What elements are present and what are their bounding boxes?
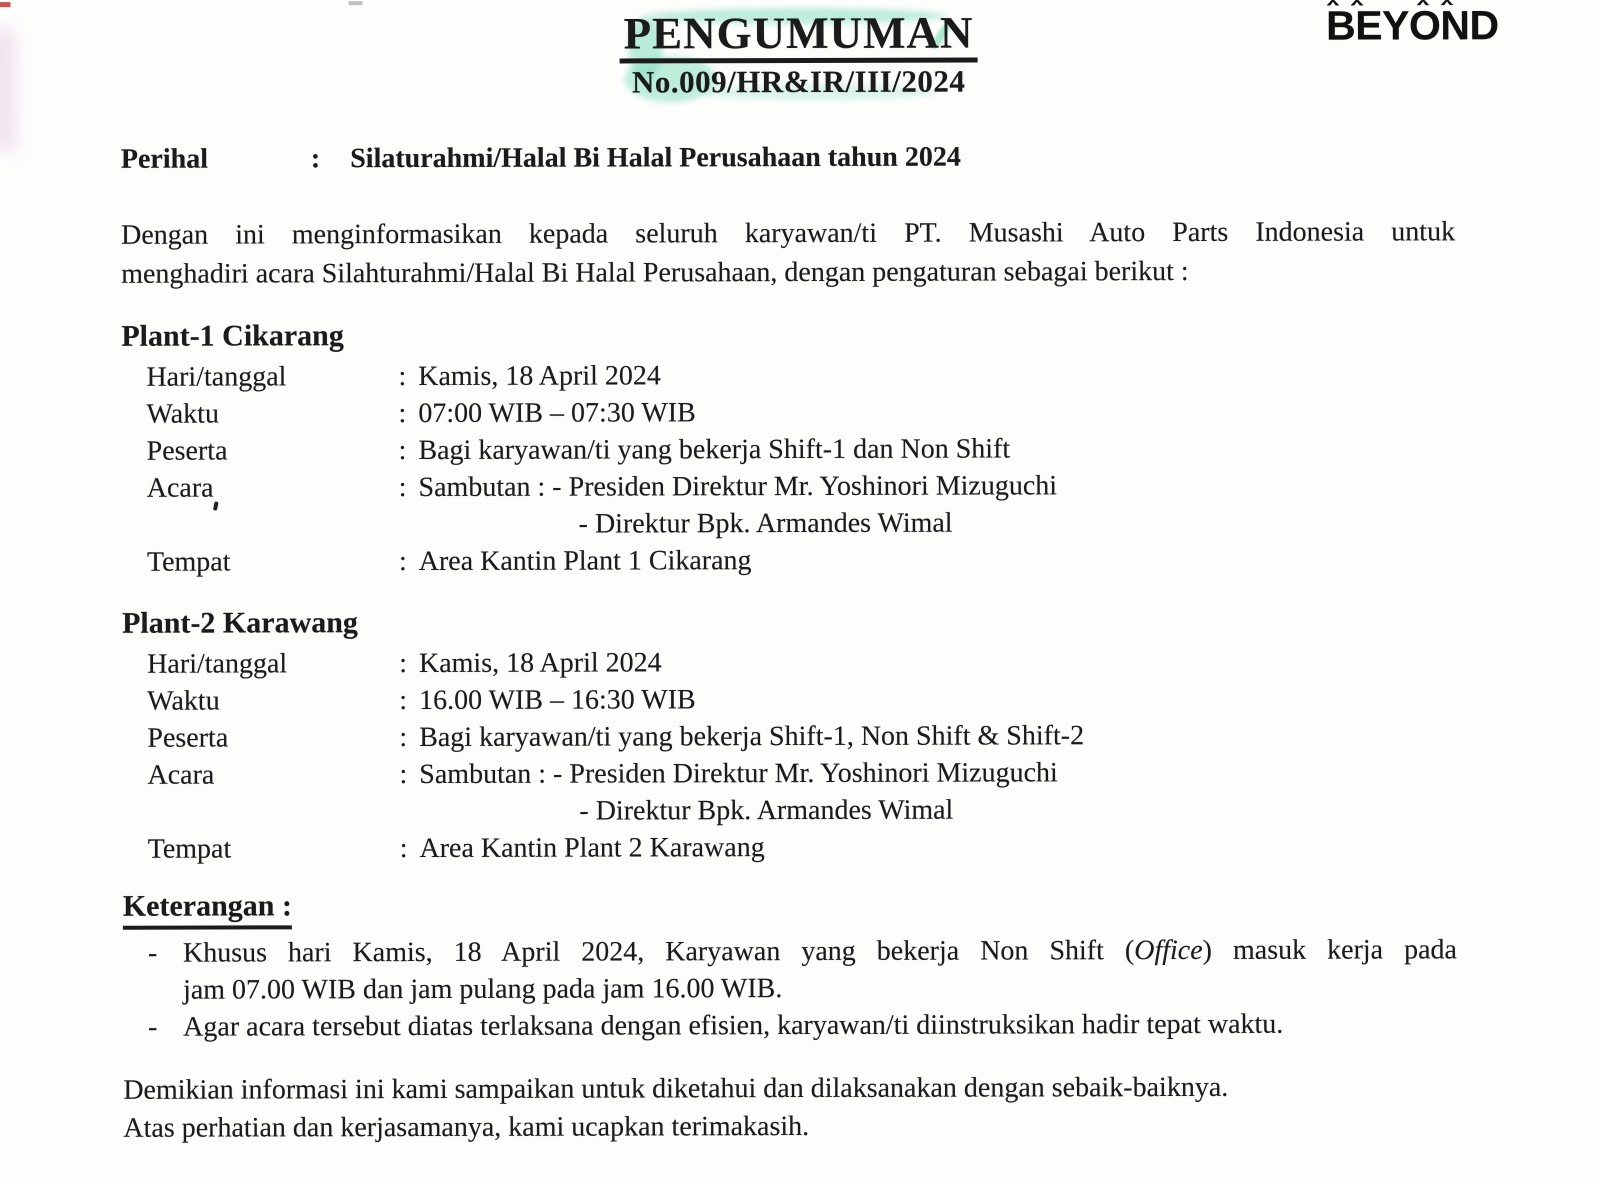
intro-line: Dengan ini menginformasikan kepada seluruh karyawan/ti PT. Musashi Auto Parts Indonesia untuk — [121, 216, 1456, 251]
detail-rows — [146, 356, 1057, 580]
detail-row-peserta — [147, 717, 1084, 756]
field-label: Waktu — [146, 398, 219, 430]
colon-separator: : — [310, 143, 321, 175]
bullet-dash: - — [148, 1011, 158, 1043]
detail-row-tempat — [148, 828, 1085, 867]
colon-separator: : — [399, 685, 408, 717]
field-value: Kamis, 18 April 2024 — [418, 360, 661, 392]
detail-row-acara — [147, 467, 1058, 543]
colon-separator: : — [399, 833, 408, 865]
closing-paragraph — [123, 1068, 1463, 1148]
field-value: Bagi karyawan/ti yang bekerja Shift-1, Non Shift & Shift-2 — [419, 720, 1085, 753]
field-label: Tempat — [147, 833, 232, 865]
notes-heading: Keterangan : — [123, 888, 292, 929]
field-value: Bagi karyawan/ti yang bekerja Shift-1 dan Non Shift — [418, 433, 1011, 466]
gray-edge-mark — [348, 1, 362, 5]
document-title: PENGUMUMAN — [619, 10, 977, 64]
red-corner-mark — [0, 2, 10, 7]
field-value: Area Kantin Plant 1 Cikarang — [418, 545, 752, 577]
colon-separator: : — [399, 648, 408, 680]
section-heading: Plant-1 Cikarang — [121, 319, 344, 353]
subject-row — [121, 142, 961, 176]
note-item — [123, 931, 1457, 1008]
colon-separator: : — [399, 759, 408, 791]
colon-separator: : — [399, 722, 408, 754]
colon-separator: : — [398, 398, 407, 430]
subject-value: Silaturahmi/Halal Bi Halal Perusahaan tahun 2024 — [350, 141, 961, 175]
field-label: Acara — [146, 472, 214, 504]
section-plant-1 — [121, 316, 1057, 580]
detail-rows — [147, 643, 1084, 867]
field-label: Peserta — [147, 722, 229, 754]
note-text-line: jam 07.00 WIB dan jam pulang pada jam 16.00 WIB. — [183, 973, 783, 1006]
intro-line: menghadiri acara Silahturahmi/Halal Bi Halal Perusahaan, dengan pengaturan sebagai berikut : — [121, 255, 1189, 290]
notes-section — [123, 885, 1457, 1045]
note-text: Agar acara tersebut diatas terlaksana dengan efisien, karyawan/ti diinstruksikan hadir tepat waktu. — [183, 1008, 1284, 1043]
note-text-line — [183, 931, 1457, 971]
section-heading: Plant-2 Karawang — [122, 606, 358, 640]
title-block — [0, 8, 1599, 102]
bullet-dash: - — [147, 937, 158, 969]
field-value-line: Sambutan : - Presiden Direktur Mr. Yoshinori Mizuguchi — [419, 757, 1058, 790]
note-text — [183, 931, 1457, 1008]
closing-line: Demikian informasi ini kami sampaikan untuk diketahui dan dilaksanakan dengan sebaik-baiknya. — [123, 1071, 1229, 1106]
intro-paragraph — [121, 212, 1455, 293]
detail-row-waktu — [146, 393, 1056, 432]
colon-separator: : — [398, 546, 407, 578]
note-text-part: Khusus hari Kamis, 18 April 2024, Karyawan yang bekerja Non Shift ( — [182, 935, 1135, 969]
field-value — [419, 754, 1058, 830]
field-value: Kamis, 18 April 2024 — [418, 647, 662, 679]
notes-list — [123, 931, 1457, 1045]
field-label: Tempat — [146, 546, 231, 578]
detail-row-peserta — [147, 430, 1057, 469]
field-label: Acara — [147, 759, 215, 791]
field-label: Hari/tanggal — [146, 361, 287, 393]
subject-label: Perihal — [120, 143, 209, 175]
note-text-italic: Office — [1134, 934, 1203, 967]
colon-separator: : — [398, 435, 407, 467]
field-value: 07:00 WIB – 07:30 WIB — [418, 397, 696, 429]
detail-row-tempat — [147, 541, 1057, 580]
colon-separator: : — [398, 472, 407, 504]
detail-row-hari — [146, 356, 1056, 395]
detail-row-hari — [147, 643, 1084, 682]
field-value: Area Kantin Plant 2 Karawang — [419, 832, 765, 864]
section-plant-2 — [122, 603, 1084, 868]
field-value-line: Sambutan : - Presiden Direktur Mr. Yoshinori Mizuguchi — [418, 470, 1058, 503]
field-value — [418, 467, 1057, 543]
closing-line: Atas perhatian dan kerjasamanya, kami ucapkan terimakasih. — [123, 1110, 810, 1144]
detail-row-waktu — [147, 680, 1084, 719]
field-label: Hari/tanggal — [147, 648, 288, 680]
field-label: Peserta — [146, 435, 228, 467]
field-value: 16.00 WIB – 16:30 WIB — [419, 684, 696, 716]
note-text-part: ) masuk kerja pada — [1202, 934, 1457, 966]
colon-separator: : — [398, 361, 407, 393]
note-item — [123, 1005, 1457, 1045]
field-value-line: - Direktur Bpk. Armandes Wimal — [578, 507, 953, 540]
detail-row-acara — [147, 754, 1084, 830]
company-logo-text: BEYOND — [1326, 2, 1499, 49]
field-label: Waktu — [147, 685, 220, 717]
field-value-line: - Direktur Bpk. Armandes Wimal — [579, 794, 954, 827]
document-number: No.009/HR&IR/III/2024 — [631, 63, 966, 100]
